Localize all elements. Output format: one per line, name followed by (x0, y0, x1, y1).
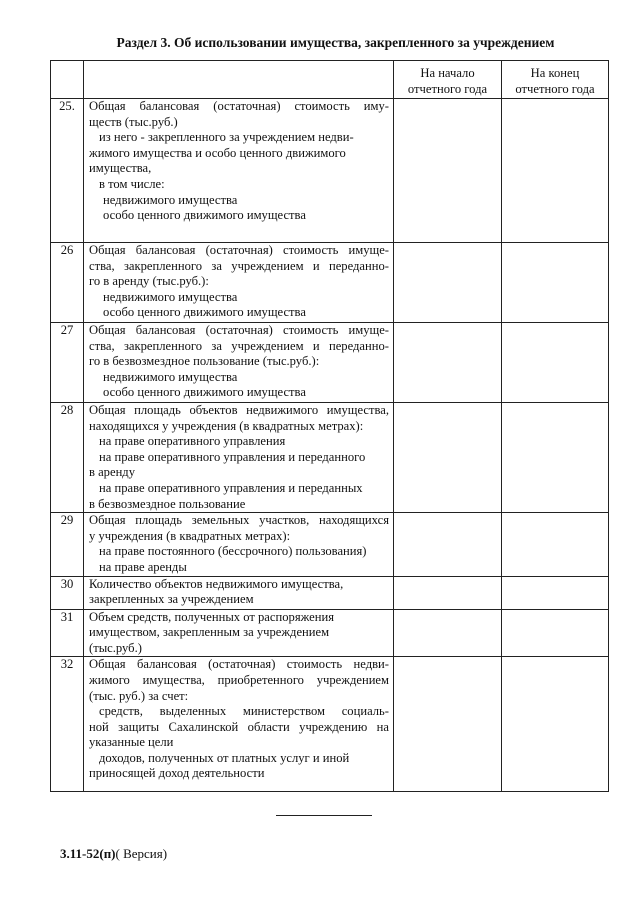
value-end-26[interactable] (502, 243, 609, 323)
table-row-27 (51, 323, 609, 403)
row-description (84, 657, 394, 792)
form-code: 3.11-52(п) (60, 846, 116, 861)
desc-line: на праве аренды (99, 559, 187, 574)
row-description (84, 513, 394, 576)
row-number: 31 (51, 609, 84, 657)
desc-line: имущества, (89, 161, 152, 176)
signature-line (276, 815, 372, 816)
row-number: 25. (51, 99, 84, 243)
desc-line: ства, закрепленного за учреждением и переданно- (89, 258, 389, 273)
desc-line: особо ценного движимого имущества (103, 385, 306, 400)
desc-line: указанные цели (89, 735, 174, 750)
desc-line: приносящей доход деятельности (89, 766, 265, 781)
row-number: 30 (51, 576, 84, 609)
header-end-line2: отчетного года (515, 81, 595, 96)
desc-line: из него - закрепленного за учреждением недви- (99, 130, 354, 145)
value-start-27[interactable] (394, 323, 502, 403)
value-start-29[interactable] (394, 513, 502, 576)
header-end-of-year (502, 61, 609, 99)
table-row-31 (51, 609, 609, 657)
desc-line: в том числе: (99, 176, 165, 191)
row-description (84, 609, 394, 657)
desc-line: го в безвозмездное пользование (тыс.руб.): (89, 354, 320, 369)
header-start-line1: На начало (420, 66, 475, 80)
value-end-30[interactable] (502, 576, 609, 609)
desc-line: жимого имущества, приобретенного учреждением (89, 672, 389, 687)
value-start-32[interactable] (394, 657, 502, 792)
row-description (84, 323, 394, 403)
row-description (84, 403, 394, 513)
value-end-29[interactable] (502, 513, 609, 576)
desc-line: закрепленных за учреждением (89, 592, 254, 607)
desc-line: ществ (тыс.руб.) (89, 114, 178, 129)
value-end-25[interactable] (502, 99, 609, 243)
table-row-32 (51, 657, 609, 792)
desc-line: недвижимого имущества (103, 192, 238, 207)
header-row (51, 61, 609, 99)
header-end-line1: На конец (530, 66, 580, 80)
desc-line: особо ценного движимого имущества (103, 208, 306, 223)
desc-line: недвижимого имущества (103, 289, 238, 304)
desc-line: на праве оперативного управления (99, 434, 286, 449)
value-start-31[interactable] (394, 609, 502, 657)
desc-line: в аренду (89, 465, 136, 480)
value-end-27[interactable] (502, 323, 609, 403)
row-description (84, 243, 394, 323)
row-description (84, 576, 394, 609)
desc-line: Общая балансовая (остаточная) стоимость имуще- (89, 243, 389, 257)
desc-line: Общая балансовая (остаточная) стоимость недви- (89, 657, 389, 672)
desc-line: на праве оперативного управления и переданных (99, 480, 363, 495)
desc-line: находящихся у учреждения (в квадратных метрах): (89, 418, 364, 433)
table-row-30 (51, 576, 609, 609)
property-usage-table (50, 60, 609, 792)
desc-line: особо ценного движимого имущества (103, 305, 306, 320)
desc-line: на праве оперативного управления и переданного (99, 449, 366, 464)
form-code-footer (60, 846, 167, 862)
value-end-31[interactable] (502, 609, 609, 657)
row-number: 27 (51, 323, 84, 403)
table-row-29 (51, 513, 609, 576)
desc-line: в безвозмездное пользование (89, 496, 246, 511)
header-start-line2: отчетного года (407, 81, 488, 96)
desc-line: Общая площадь земельных участков, находящихся (89, 513, 389, 528)
desc-line: доходов, полученных от платных услуг и иной (99, 750, 350, 765)
table-row-26 (51, 243, 609, 323)
desc-line: Общая балансовая (остаточная) стоимость иму- (89, 99, 389, 113)
desc-line: ной защиты Сахалинской области учреждению на (89, 719, 389, 734)
desc-line: (тыс.руб.) (89, 640, 142, 655)
value-start-30[interactable] (394, 576, 502, 609)
row-number: 32 (51, 657, 84, 792)
desc-line: Объем средств, полученных от распоряжения (89, 609, 335, 624)
desc-line: средств, выделенных министерством социаль- (99, 704, 389, 719)
desc-line: недвижимого имущества (103, 369, 238, 384)
header-start-of-year (394, 61, 502, 99)
row-number: 29 (51, 513, 84, 576)
header-num-cell (51, 61, 84, 99)
form-version: ( Версия) (115, 846, 168, 861)
desc-line: на праве постоянного (бессрочного) пользования) (99, 544, 367, 559)
row-description (84, 99, 394, 243)
row-number: 26 (51, 243, 84, 323)
desc-line: Общая площадь объектов недвижимого имущества, (89, 403, 389, 417)
table-row-25 (51, 99, 609, 243)
desc-line: (тыс. руб.) за счет: (89, 688, 189, 703)
desc-line: Количество объектов недвижимого имущества, (89, 576, 344, 591)
header-desc-cell (84, 61, 394, 99)
table-row-28 (51, 403, 609, 513)
desc-line: имуществом, закрепленным за учреждением (89, 625, 330, 640)
value-start-25[interactable] (394, 99, 502, 243)
value-end-32[interactable] (502, 657, 609, 792)
desc-line: го в аренду (тыс.руб.): (89, 274, 209, 289)
value-start-28[interactable] (394, 403, 502, 513)
desc-line: у учреждения (в квадратных метрах): (89, 528, 291, 543)
desc-line: ства, закрепленного за учреждением и переданно- (89, 338, 389, 353)
value-start-26[interactable] (394, 243, 502, 323)
desc-line: Общая балансовая (остаточная) стоимость имуще- (89, 323, 389, 337)
desc-line: жимого имущества и особо ценного движимого (89, 145, 346, 160)
value-end-28[interactable] (502, 403, 609, 513)
section-title: Раздел 3. Об использовании имущества, закрепленного за учреждением (116, 35, 555, 50)
row-number: 28 (51, 403, 84, 513)
